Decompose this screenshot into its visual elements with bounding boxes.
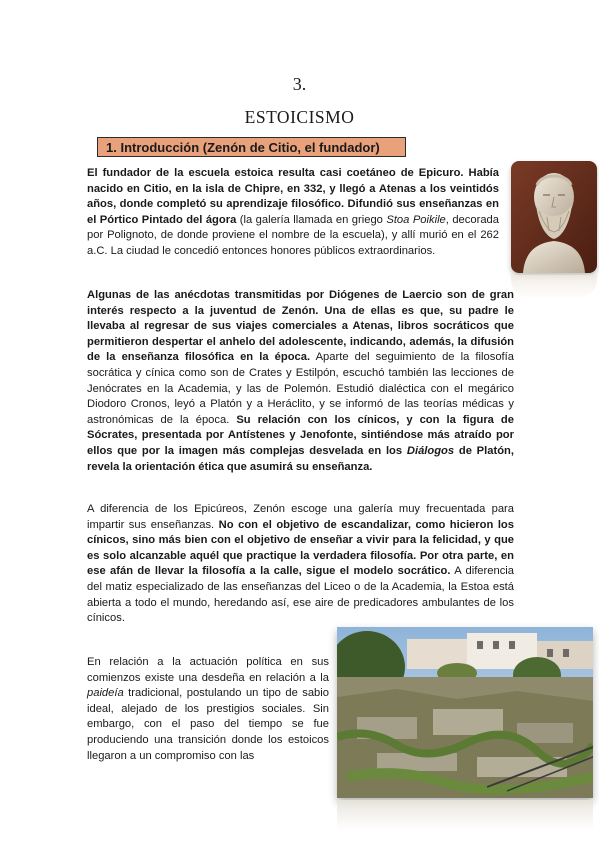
p2-bold-1: Algunas de las anécdotas transmitidas por Diógenes de Laercio son de gran interés respecto a la juventud de Zenón. Una de ellas es que, su padre le llevaba al regresar de sus viajes comerciales a Atenas, libros socráticos que permitieron despertar el anhelo del adolescente, indicando, además, la difusión de la enseñanza filosófica en la época. — [87, 289, 514, 364]
section-heading: 1. Introducción (Zenón de Citio, el fundador) — [106, 140, 380, 155]
bust-reflection — [511, 275, 597, 299]
p1-text-1: (la galería llamada en griego — [236, 213, 387, 226]
p2-bold-3: de Platón, revela la orientación ética que asumirá su enseñanza. — [87, 444, 514, 473]
stoa-ruins-photo — [337, 627, 593, 798]
p1-text-2: , decorada por Polignoto, de donde proviene el nombre de la escuela), y allí murió en el 262 a.C. La ciudad le concedió entonces honores públicos extraordinarios. — [87, 213, 499, 257]
ruins-reflection — [337, 800, 593, 830]
paragraph-4 — [87, 655, 329, 764]
chapter-title: ESTOICISMO — [244, 107, 355, 127]
paragraph-2 — [87, 288, 514, 475]
p3-text-1: A diferencia de los Epicúreos, Zenón escoge una galería muy frecuentada para impartir sus enseñanzas. — [87, 503, 514, 531]
p1-bold-1: El fundador de la escuela estoica resulta casi coetáneo de Epicuro. Había nacido en Citio, en la isla de Chipre, en 332, y llegó a Atenas a los veintidós años, donde completó su aprendizaje filosófico. Difundió sus enseñanzas en el Pórtico Pintado del ágora — [87, 167, 499, 226]
p2-text-1: Aparte del seguimiento de la filosofía socrática y cínica como son de Crates y Estilpón, escuchó también las lecciones de Jenócrates en la Academia, y las de Polemón. Estudió dialéctica con el megárico Diodoro Cronos, leyó a Platón y a Heráclito, y se informó de las teorías médicas y astronómicas de la época. — [87, 351, 514, 426]
zeno-bust-image — [511, 161, 597, 273]
p3-bold-1: No con el objetivo de escandalizar, como hicieron los cínicos, sino más bien con el objetivo de enseñar a vivir para la felicidad, y que es solo alcanzable aquél que practique la verdadera filosofía. Por otra parte, en ese afán de llevar la filosofía a la calle, sigue el modelo socrático. — [87, 518, 514, 578]
p2-bold-2: Su relación con los cínicos, y con la figura de Sócrates, presentada por Antístenes y Jenofonte, sintiéndose más atraído por ellos que por la imagen más complejas desvelada en los — [87, 413, 514, 457]
paragraph-3 — [87, 502, 514, 627]
p4-italic-1: paideía — [87, 687, 124, 700]
p3-text-2: A diferencia del matiz especializado de las enseñanzas del Liceo o de la Academia, la Estoa está abierta a todo el mundo, heredando así, ese aire de predicadores ambulantes de los cínicos. — [87, 565, 514, 625]
p2-bold-italic-1: Diálogos — [406, 444, 455, 457]
p4-text-1: En relación a la actuación política en sus comienzos existe una desdeña en relación a la — [87, 656, 329, 684]
chapter-number: 3. — [292, 74, 307, 94]
section-heading-bar — [97, 137, 406, 157]
p4-text-2: tradicional, postulando un tipo de sabio ideal, alejado de los prestigios sociales. Sin embargo, con el paso del tiempo se fue produciendo una transición donde los estoicos llegaron a un compromiso con las — [87, 687, 329, 762]
p1-italic-1: Stoa Poikile — [386, 213, 446, 226]
paragraph-1 — [87, 166, 499, 260]
